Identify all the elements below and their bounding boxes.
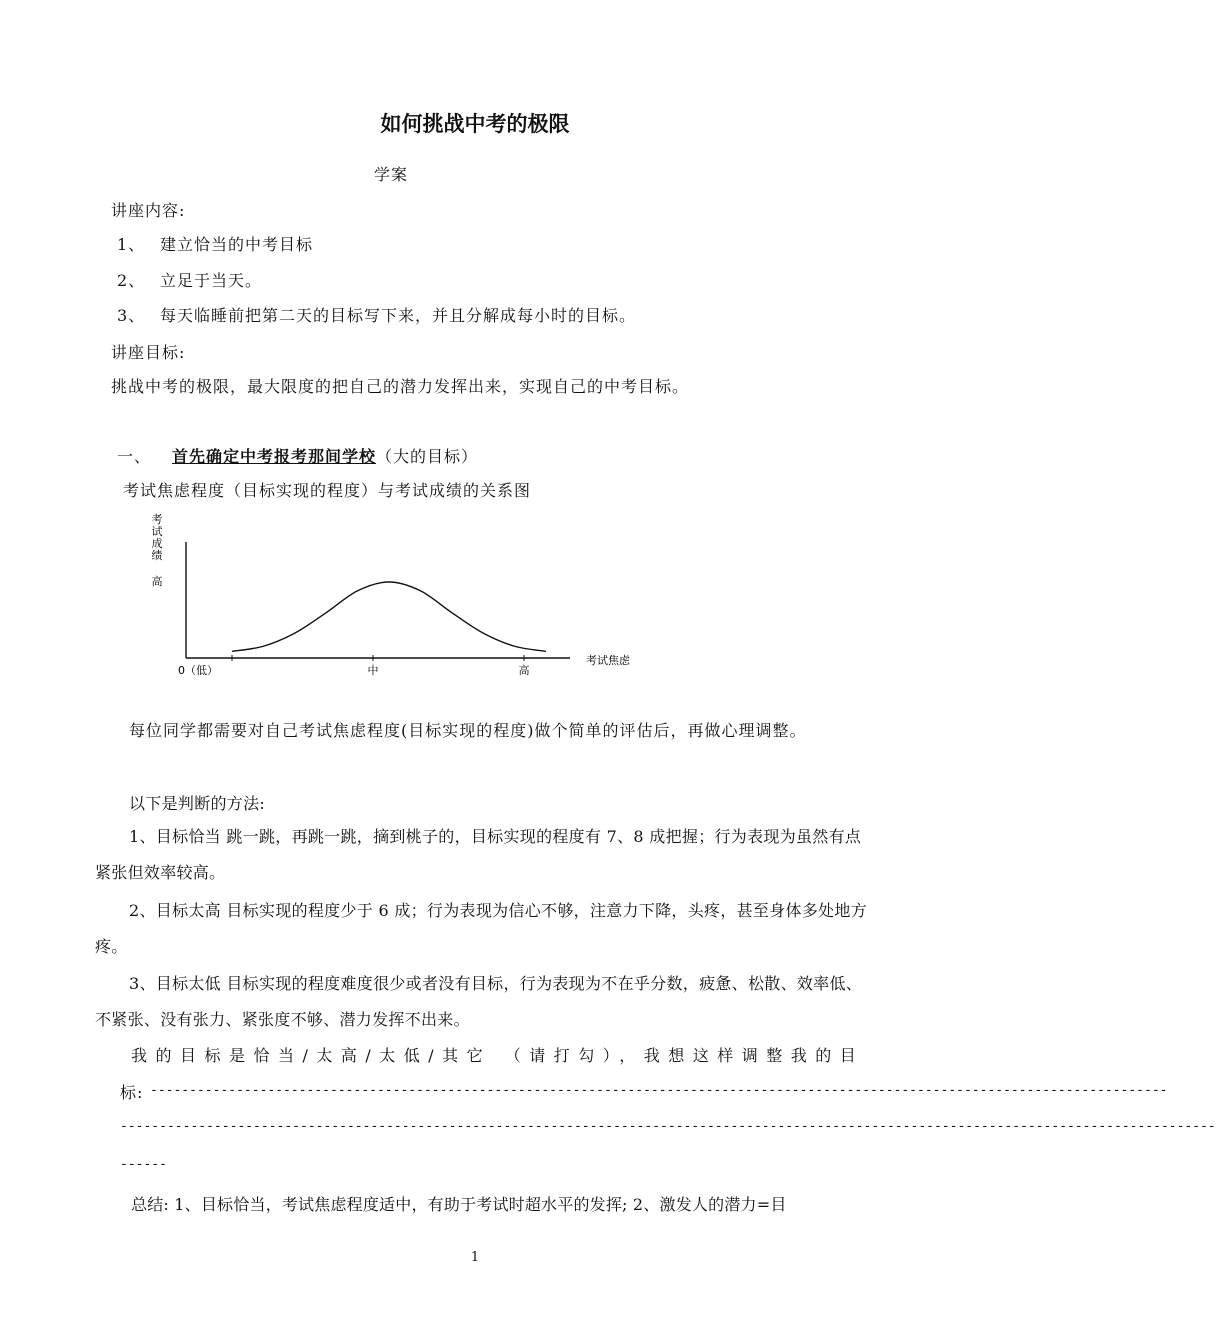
paragraph-goal-too-high: 2、目标太高 目标实现的程度少于 6 成；行为表现为信心不够，注意力下降，头疼，甚至身体多处地方疼。 <box>95 901 868 956</box>
content-item-text: 建立恰当的中考目标 <box>160 235 314 254</box>
paragraph-goal-too-low: 3、目标太低 目标实现的程度难度很少或者没有目标，行为表现为不在乎分数，疲惫、松散、效率低、不紧张、没有张力、紧张度不够、潜力发挥不出来。 <box>95 974 863 1029</box>
answer-line-1: ---------------------------------------------------------------------------------------------------------------------------------- <box>150 1083 1168 1098</box>
y-axis-label-char: 成 <box>151 537 163 550</box>
answer-line-2: -------------------------------------------------------------------------------------------------------------------------------------------- <box>120 1119 1216 1134</box>
bell-curve-line <box>232 582 546 651</box>
paragraph-assessment: 每位同学都需要对自己考试焦虑程度(目标实现的程度)做个简单的评估后，再做心理调整。 <box>129 721 807 740</box>
y-axis-label-char: 绩 <box>151 549 163 562</box>
y-axis-label-char: 试 <box>151 525 163 538</box>
lecture-content-label: 讲座内容: <box>111 201 186 220</box>
answer-line-3: ------ <box>120 1157 167 1172</box>
page-number: 1 <box>470 1250 480 1265</box>
content-item-text: 每天临睡前把第二天的目标写下来，并且分解成每小时的目标。 <box>160 306 637 325</box>
x-tick-label-low: 0（低） <box>178 664 218 677</box>
lecture-goal-label: 讲座目标: <box>111 343 186 362</box>
section-heading-suffix: （大的目标） <box>376 447 479 466</box>
chart-caption: 考试焦虑程度（目标实现的程度）与考试成绩的关系图 <box>123 481 532 500</box>
content-item-number: 2、 <box>117 271 146 290</box>
content-item-number: 3、 <box>117 306 146 325</box>
page-subtitle: 学案 <box>374 165 409 184</box>
y-tick-label: 高 <box>151 575 163 588</box>
paragraph-goal-appropriate: 1、目标恰当 跳一跳，再跳一跳，摘到桃子的，目标实现的程度有 7、8 成把握；行为表现为虽然有点紧张但效率较高。 <box>95 827 862 882</box>
x-tick-label-high: 高 <box>518 664 530 677</box>
lecture-goal-text: 挑战中考的极限，最大限度的把自己的潜力发挥出来，实现自己的中考目标。 <box>111 377 690 396</box>
x-axis-label: 考试焦虑 <box>586 654 630 667</box>
page-title: 如何挑战中考的极限 <box>380 112 570 136</box>
y-axis-label-char: 考 <box>151 513 163 526</box>
x-tick-label-mid: 中 <box>367 664 379 677</box>
section-heading-main: 首先确定中考报考那间学校 <box>172 447 377 466</box>
self-assessment-line: 我的目标是恰当/太高/太低/其它 （请打勾），我想这样调整我的目 <box>131 1046 865 1065</box>
section-heading <box>172 444 478 467</box>
section-number: 一、 <box>117 447 152 466</box>
content-item-number: 1、 <box>117 235 146 254</box>
summary-text: 总结: 1、目标恰当，考试焦虑程度适中，有助于考试时超水平的发挥; 2、激发人的潜力=目 <box>131 1195 787 1214</box>
paragraph-method-intro: 以下是判断的方法: <box>129 794 266 813</box>
anxiety-performance-chart <box>140 510 680 685</box>
self-assessment-label: 标: <box>120 1083 144 1102</box>
content-item-text: 立足于当天。 <box>160 271 263 290</box>
y-axis-label <box>152 512 163 562</box>
